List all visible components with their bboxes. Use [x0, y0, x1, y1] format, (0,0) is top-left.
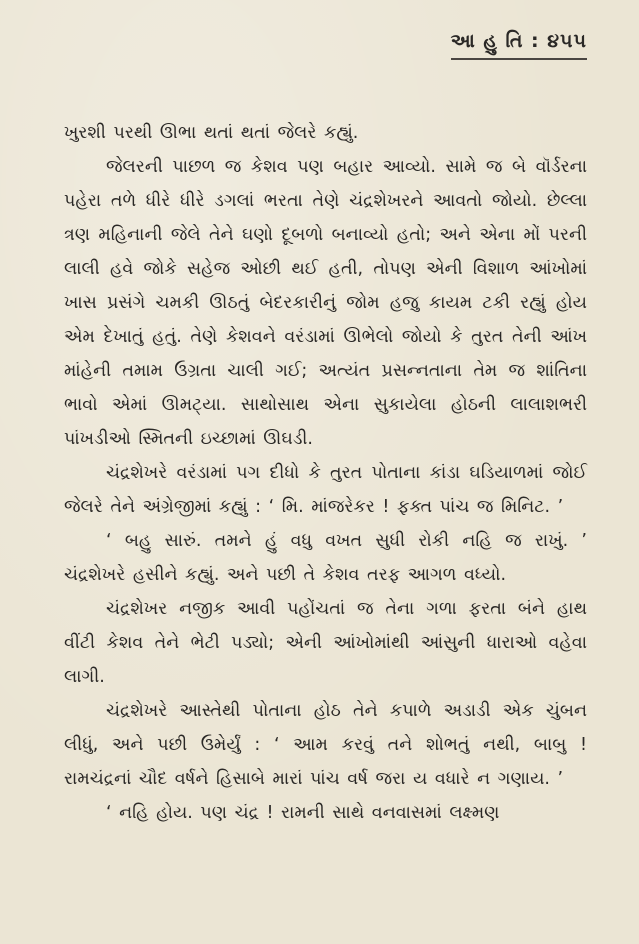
paragraph-1: ખુરશી પરથી ઊભા થતાં થતાં જેલરે કહ્યું. [64, 123, 359, 143]
body-text [64, 116, 587, 830]
running-head [64, 30, 587, 70]
running-head-text: આ હુ તિ : ૪૫૫ [451, 30, 587, 60]
paragraph-5: ચંદ્રશેખર નજીક આવી પહોંચતાં જ તેના ગળા ફરતા બંને હાથ વીંટી કેશવ તેને ભેટી પડ્યો; એની આંખોમાંથી આંસુની ધારાઓ વહેવા લાગી. [64, 599, 587, 687]
paragraph-2: જેલરની પાછળ જ કેશવ પણ બહાર આવ્યો. સામે જ બે વૉર્ડરના પહેરા તળે ધીરે ધીરે ડગલાં ભરતા તેણે ચંદ્રશેખરને આવતો જોયો. છેલ્લા ત્રણ મહિનાની જેલે તેને ઘણો દૂબળો બનાવ્યો હતો; અને એના મોં પરની લાલી હવે જોકે સહેજ ઓછી થઈ હતી, તોપણ એની વિશાળ આંખોમાં ખાસ પ્રસંગે ચમકી ઊઠતું બેદરકારીનું જોમ હજુ કાયમ ટકી રહ્યું હોય એમ દેખાતું હતું. તેણે કેશવને વરંડામાં ઊભેલો જોયો કે તુરત તેની આંખ માંહેની તમામ ઉગ્રતા ચાલી ગઈ; અત્યંત પ્રસન્નતાના તેમ જ શાંતિના ભાવો એમાં ઊમટ્યા. સાથોસાથ એના સુકાયેલા હોઠની લાલાશભરી પાંખડીઓ સ્મિતની ઇચ્છામાં ઊઘડી. [64, 157, 587, 449]
paragraph-3: ચંદ્રશેખરે વરંડામાં પગ દીધો કે તુરત પોતાના કાંડા ઘડિયાળમાં જોઈ જેલરે તેને અંગ્રેજીમાં કહ્યું : ‘ મિ. માંજરેકર ! ફક્ત પાંચ જ મિનિટ. ’ [64, 463, 587, 517]
paragraph-7: ‘ નહિ હોય. પણ ચંદ્ર ! રામની સાથે વનવાસમાં લક્ષ્મણ [106, 803, 500, 823]
paragraph-6: ચંદ્રશેખરે આસ્તેથી પોતાના હોઠ તેને કપાળે અડાડી એક ચુંબન લીધું, અને પછી ઉમેર્યું : ‘ આમ કરવું તને શોભતું નથી, બાબુ ! રામચંદ્રનાં ચૌદ વર્ષને હિસાબે મારાં પાંચ વર્ષ જરા ય વધારે ન ગણાય. ’ [64, 701, 587, 789]
paragraph-4: ‘ બહુ સારું. તમને હું વધુ વખત સુધી રોકી નહિ જ રાખું. ’ ચંદ્રશેખરે હસીને કહ્યું. અને પછી તે કેશવ તરફ આગળ વધ્યો. [64, 531, 587, 585]
